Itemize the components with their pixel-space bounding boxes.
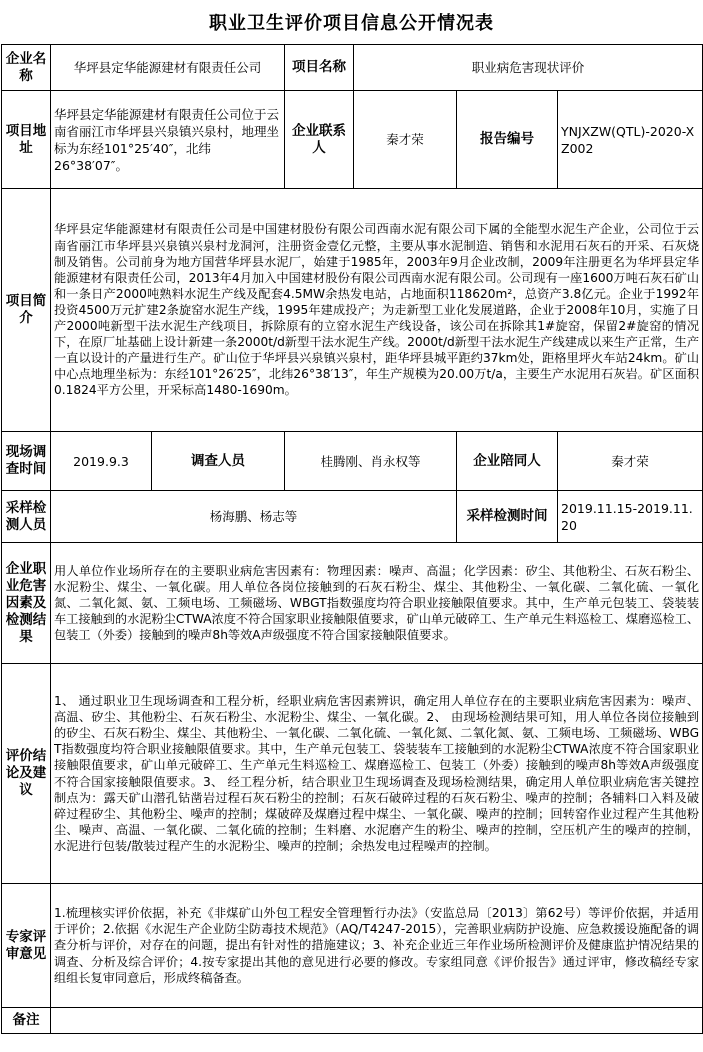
contact-value: 秦才荣 [354,91,457,189]
project-address-value: 华坪县定华能源建材有限责任公司位于云南省丽江市华坪县兴泉镇兴泉村，地理坐标为东经101°25′40″，北纬26°38′07″。 [51,91,285,189]
company-escort-value: 秦才荣 [558,432,703,491]
row-remarks [2,1008,703,1034]
row-intro [2,189,703,432]
sampling-time-label: 采样检测时间 [457,491,558,543]
expert-opinion-label: 专家评审意见 [2,884,51,1008]
row-sampling [2,491,703,543]
project-intro-label: 项目简介 [2,189,51,432]
report-no-label: 报告编号 [457,91,558,189]
sampling-staff-value: 杨海鹏、杨志等 [51,491,457,543]
hazards-value: 用人单位作业场所存在的主要职业病危害因素有：物理因素：噪声、高温；化学因素：矽尘、其他粉尘、石灰石粉尘、水泥粉尘、煤尘、一氧化碳。用人单位各岗位接触到的石灰石粉尘、煤尘、其他粉尘、一氧化碳、二氧化硫、一氧化氮、二氧化氮、氨、工频电场、工频磁场、WBGT指数强度均符合职业接触限值要求。其中，生产单元包装工、袋装装车工接触到的水泥粉尘CTWA浓度不符合国家职业接触限值要求，矿山单元破碎工、生产单元生料巡检工、煤磨巡检工、包装工（外委）接触到的噪声8h等效A声级强度不符合国家接触限值要求。 [51,543,703,664]
project-address-label: 项目地址 [2,91,51,189]
project-name-label: 项目名称 [285,45,354,91]
survey-time-label: 现场调查时间 [2,432,51,491]
row-address [2,91,703,189]
row-company [2,45,703,91]
surveyors-value: 桂腾刚、肖永权等 [285,432,457,491]
row-survey [2,432,703,491]
expert-opinion-value: 1.梳理核实评价依据，补充《非煤矿山外包工程安全管理暂行办法》（安监总局〔2013〕第62号）等评价依据，并适用于评价；2.依据《水泥生产企业防尘防毒技术规范》（AQ/T4247-2015），完善职业病防护设施、应急救援设施配备的调查分析与评价，对存在的问题，提出有针对性的措施建议；3、补充企业近三年作业场所检测评价及健康监护情况结果的调查、分析及综合评价；4.按专家提出其他的意见进行必要的修改。专家组同意《评价报告》通过评审，修改稿经专家组组长复审同意后，形成终稿备查。 [51,884,703,1008]
project-intro-value: 华坪县定华能源建材有限责任公司是中国建材股份有限公司西南水泥有限公司下属的全能型水泥生产企业，公司位于云南省丽江市华坪县兴泉镇兴泉村龙洞河，注册资金壹亿元整，主要从事水泥制造、销售和水泥用石灰石的开采、石灰烧制及销售。公司前身为地方国营华坪县水泥厂，始建于1985年，2003年9月企业改制，2009年注册更名为华坪县定华能源建材有限责任公司，2013年4月加入中国建材股份有限公司西南水泥有限公司。公司现有一座1600万吨石灰石矿山和一条日产2000吨熟料水泥生产线及配套4.5MW余热发电站，占地面积118620m²，总资产3.8亿元。企业于1992年投资4500万元扩建2条旋窑水泥生产线，1995年建成投产；为走新型工业化发展道路，企业于2008年10月，实施了日产2000吨新型干法水泥生产线项目，拆除原有的立窑水泥生产线设备，该公司在拆除其1#旋窑，保留2#旋窑的情况下，在原厂址基础上设计新建一条2000t/d新型干法水泥生产线。2000t/d新型干法水泥生产线建成以来生产正常，生产一直以设计的产量进行生产。矿山位于华坪县兴泉镇兴泉村，距华坪县城平距约37km处，距格里坪火车站24km。矿山中心点地理坐标为：东经101°26′25″，北纬26°38′13″，年生产规模为20.00万t/a，主要生产水泥用石灰岩。矿区面积0.1824平方公里，开采标高1480-1690m。 [51,189,703,432]
info-table [1,44,703,1034]
page-title: 职业卫生评价项目信息公开情况表 [209,13,494,34]
report-no-value: YNJXZW(QTL)-2020-XZ002 [558,91,703,189]
remarks-value [51,1008,703,1034]
contact-label: 企业联系人 [285,91,354,189]
conclusion-label: 评价结论及建议 [2,664,51,884]
company-escort-label: 企业陪同人 [457,432,558,491]
row-expert [2,884,703,1008]
sampling-staff-label: 采样检测人员 [2,491,51,543]
hazards-label: 企业职业危害因素及检测结果 [2,543,51,664]
company-name-label: 企业名称 [2,45,51,91]
conclusion-value: 1、 通过职业卫生现场调查和工程分析，经职业病危害因素辨识，确定用人单位存在的主要职业病危害因素为：噪声、高温、矽尘、其他粉尘、石灰石粉尘、水泥粉尘、煤尘、一氧化碳。2、 由现场检测结果可知，用人单位各岗位接触到的矽尘、石灰石粉尘、煤尘、其他粉尘、一氧化碳、二氧化硫、一氧化氮、二氧化氮、氨、工频电场、工频磁场、WBGT指数强度均符合职业接触限值要求。其中，生产单元包装工、袋装装车工接触到的水泥粉尘CTWA浓度不符合国家职业接触限值要求，矿山单元破碎工、生产单元生料巡检工、煤磨巡检工、包装工（外委）接触到的噪声8h等效A声级强度不符合国家接触限值要求。3、 经工程分析，结合职业卫生现场调查及现场检测结果，确定用人单位职业病危害关键控制点为：露天矿山潜孔钻凿岩过程石灰石粉尘的控制；石灰石破碎过程的石灰石粉尘、噪声的控制；各辅料口入料及破碎过程矽尘、其他粉尘、噪声的控制；煤破碎及煤磨过程中煤尘、一氧化碳、噪声的控制；回转窑作业过程产生其他粉尘、噪声、高温、一氧化碳、二氧化硫的控制；生料磨、水泥磨产生的粉尘、噪声的控制，空压机产生的噪声的控制，水泥进行包装/散装过程产生的水泥粉尘、噪声的控制；余热发电过程噪声的控制。 [51,664,703,884]
row-hazards [2,543,703,664]
survey-time-value: 2019.9.3 [51,432,152,491]
company-name-value: 华坪县定华能源建材有限责任公司 [51,45,285,91]
surveyors-label: 调查人员 [152,432,285,491]
project-name-value: 职业病危害现状评价 [354,45,703,91]
remarks-label: 备注 [2,1008,51,1034]
row-conclusion [2,664,703,884]
sampling-time-value: 2019.11.15-2019.11.20 [558,491,703,543]
